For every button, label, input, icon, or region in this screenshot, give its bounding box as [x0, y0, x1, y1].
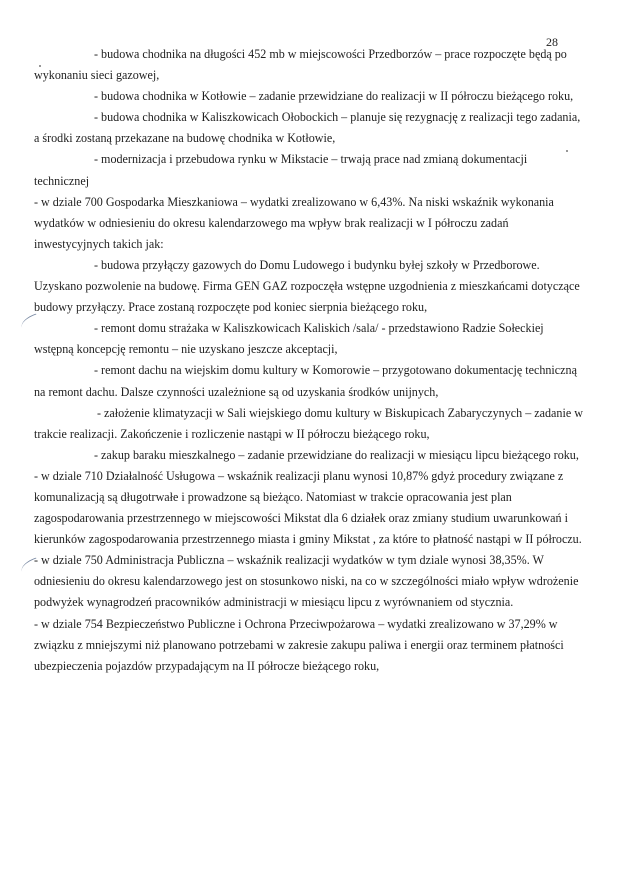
margin-dot-icon: [566, 150, 568, 152]
paragraph: - w dziale 754 Bezpieczeństwo Publiczne i Ochrona Przeciwpożarowa – wydatki zrealizowano w 37,29% w związku z mniejszymi niż planowano potrzebami w zakresie zakupu paliwa i energii oraz terminem płatności ubezpieczenia pojazdów przypadającym na II półrocze bieżącego roku,: [34, 616, 564, 673]
paragraph: - budowa chodnika w Kaliszkowicach Ołobockich – planuje się rezygnację z realizacji tego zadania, a środki zostaną przekazane na budowę chodnika w Kotłowie,: [34, 110, 581, 146]
paragraph: - modernizacja i przebudowa rynku w Mikstacie – trwają prace nad zmianą dokumentacji technicznej: [34, 152, 528, 188]
paragraph: - w dziale 750 Administracja Publiczna – wskaźnik realizacji wydatków w tym dziale wynosi 38,35%. W odniesieniu do okresu kalendarzowego jest on stosunkowo niski, na co w szczególności miało wpływ wdrożenie podwyżek wynagrodzeń pracowników administracji w miesiącu lipcu z wyrównaniem od stycznia.: [34, 553, 579, 610]
paragraph: - budowa chodnika na długości 452 mb w miejscowości Przedborzów – prace rozpoczęte będą po wykonaniu sieci gazowej,: [34, 47, 567, 83]
paragraph: - w dziale 710 Działalność Usługowa – wskaźnik realizacji planu wynosi 10,87% gdyż procedury związane z komunalizacją są długotrwałe i prowadzone są bieżąco. Natomiast w trakcie opracowania jest plan zagospodarowania przestrzennego w miejscowości Mikstat dla 6 działek oraz zmiany studium uwarunkowań i kierunków zagospodarowania przestrzennego miasta i gminy Mikstat , za które to płatność nastąpi w II półroczu.: [34, 468, 582, 547]
paragraph: - założenie klimatyzacji w Sali wiejskiego domu kultury w Biskupicach Zabaryczynych – zadanie w trakcie realizacji. Zakończenie i rozliczenie nastąpi w II półroczu bieżącego roku,: [34, 405, 583, 441]
paragraph: - budowa chodnika w Kotłowie – zadanie przewidziane do realizacji w II półroczu bieżącego roku,: [94, 89, 574, 104]
document-body: [34, 44, 584, 677]
paragraph: - budowa przyłączy gazowych do Domu Ludowego i budynku byłej szkoły w Przedborowe. Uzyskano pozwolenie na budowę. Firma GEN GAZ rozpoczęła wstępne uzgodnienia z mieszkańcami dotyczące budowy przyłączy. Prace zostaną rozpoczęte pod koniec sierpnia bieżącego roku,: [34, 257, 580, 315]
page-number: 28: [546, 35, 558, 49]
margin-dot-icon: [39, 65, 41, 67]
paragraph: - remont domu strażaka w Kaliszkowicach Kaliskich /sala/ - przedstawiono Radzie Sołeckiej wstępną koncepcję remontu – nie uzyskano jeszcze akceptacji,: [34, 321, 544, 357]
paragraph: - remont dachu na wiejskim domu kultury w Komorowie – przygotowano dokumentację techniczną na remont dachu. Dalsze czynności uzależnione są od uzyskania środków unijnych,: [34, 363, 577, 399]
paragraph: - w dziale 700 Gospodarka Mieszkaniowa – wydatki zrealizowano w 6,43%. Na niski wskaźnik wykonania wydatków w odniesieniu do okresu kalendarzowego ma wpływ brak realizacji w I półroczu zadań inwestycyjnych takich jak:: [34, 194, 554, 251]
paragraph: - zakup baraku mieszkalnego – zadanie przewidziane do realizacji w miesiącu lipcu bieżącego roku,: [94, 447, 579, 462]
